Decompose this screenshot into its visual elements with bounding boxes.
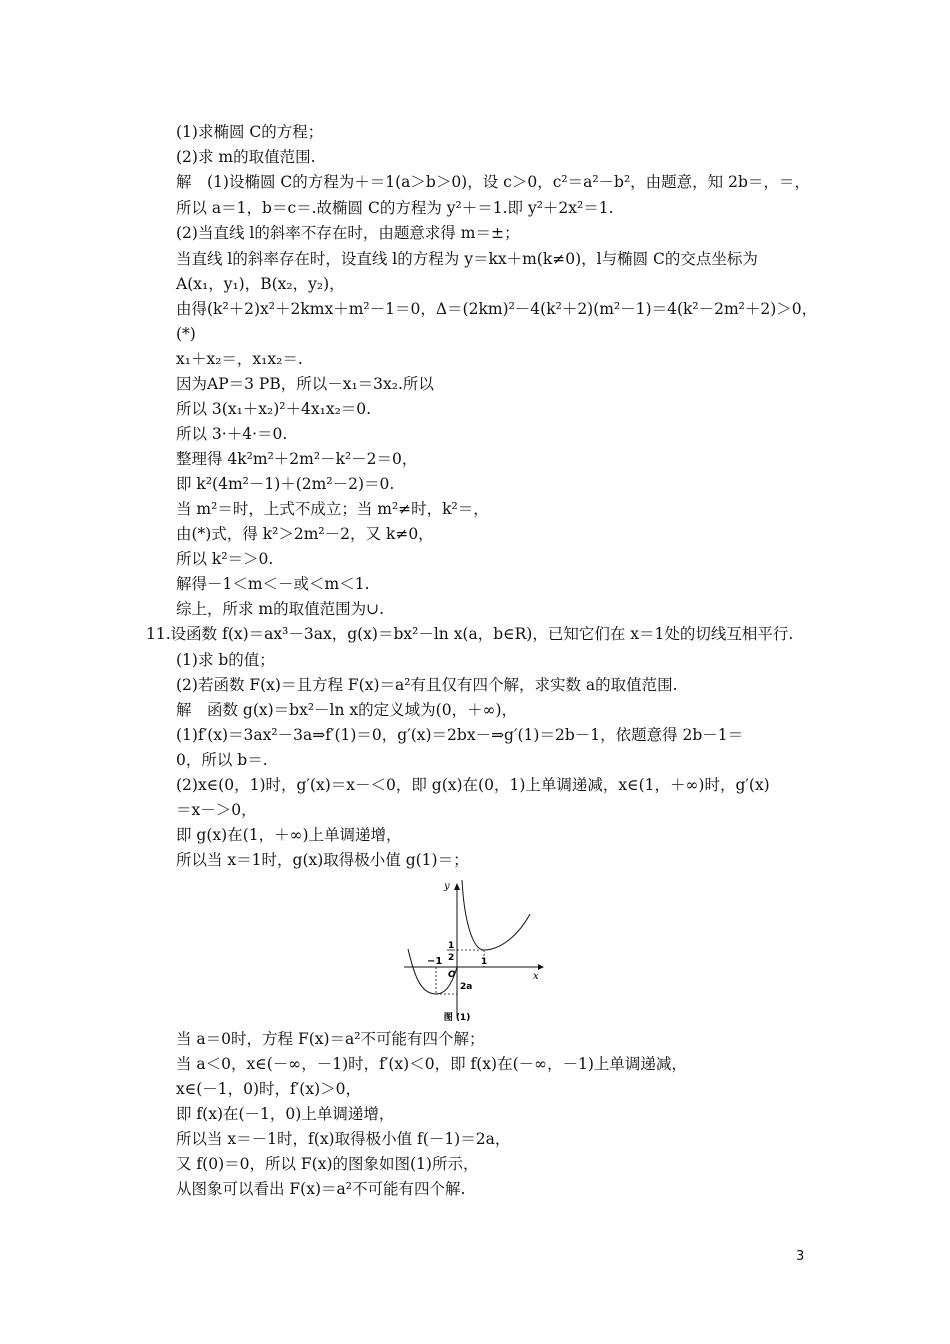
text-line: 综上，所求 m的取值范围为∪. [176,600,385,618]
function-graph [400,876,550,1024]
text-line: 当 m²＝时，上式不成立；当 m²≠时，k²＝， [176,500,489,518]
text-line: 所以 3·＋4·＝0. [176,425,288,443]
text-line: 即 k²(4m²－1)＋(2m²－2)＝0. [176,475,395,493]
text-line: 又 f(0)＝0，所以 F(x)的图象如图(1)所示， [176,1155,479,1173]
text-line: 解 函数 g(x)＝bx²－ln x的定义域为(0，＋∞)， [176,701,518,719]
text-line: ＝x－＞0， [176,801,257,819]
text-line: 所以 3(x₁＋x₂)²＋4x₁x₂＝0. [176,400,372,418]
text-line: 即 g(x)在(1，＋∞)上单调递增， [176,826,402,844]
text-line: 解得－1＜m＜－或＜m＜1. [176,575,370,593]
text-line: 0，所以 b＝. [176,751,268,769]
text-line: 当 a＜0，x∈(－∞，－1)时，f′(x)＜0，即 f(x)在(－∞，－1)上单调递减， [176,1055,687,1073]
text-line: (2)若函数 F(x)＝且方程 F(x)＝a²有且仅有四个解，求实数 a的取值范围. [176,676,678,694]
text-line: 所以 a＝1，b＝c＝.故椭圆 C的方程为 y²＋＝1.即 y²＋2x²＝1. [176,199,614,217]
tick-label-neg-one: −1 [427,956,443,967]
y-axis-label: y [444,881,450,892]
text-line: 从图象可以看出 F(x)＝a²不可能有四个解. [176,1180,466,1198]
page-number: 3 [796,1249,805,1264]
text-line: 所以 k²＝＞0. [176,550,274,568]
tick-label-2a: 2a [460,982,473,992]
x-axis-arrow [538,964,544,970]
text-line: 当 a＝0时，方程 F(x)＝a²不可能有四个解； [176,1030,485,1048]
text-line: (1)f′(x)＝3ax²－3a⇒f′(1)＝0，g′(x)＝2bx－⇒g′(1)＝2b－1，依题意得 2b－1＝ [176,726,744,744]
text-line: (2)求 m的取值范围. [176,148,316,166]
text-line: 整理得 4k²m²＋2m²－k²－2＝0， [176,450,418,468]
text-line: 所以当 x＝1时，g(x)取得极小值 g(1)＝； [176,851,469,869]
y-axis-arrow [454,883,460,890]
text-line: (*) [176,325,196,343]
text-line: (2)x∈(0，1)时，g′(x)＝x－＜0，即 g(x)在(0，1)上单调递减，x∈(1，＋∞)时，g′(x) [176,776,770,794]
origin-label: O [448,970,456,980]
text-line: 由(*)式，得 k²＞2m²－2，又 k≠0， [176,525,434,543]
text-line: 当直线 l的斜率存在时，设直线 l的方程为 y＝kx＋m(k≠0)，l与椭圆 C的交点坐标为 [176,250,758,268]
text-line: x∈(－1，0)时，f′(x)＞0， [176,1080,361,1098]
text-line: x₁＋x₂＝，x₁x₂＝. [176,350,303,368]
figure-caption: 图 (1) [443,1013,471,1023]
function-graph-figure [400,876,550,1024]
text-line: 因为AP＝3 PB，所以－x₁＝3x₂.所以 [176,375,434,393]
text-line: 所以当 x＝－1时，f(x)取得极小值 f(－1)＝2a， [176,1130,511,1148]
text-line: 解 (1)设椭圆 C的方程为＋＝1(a＞b＞0)，设 c＞0，c²＝a²－b²，由题意，知 2b＝，＝， [176,173,810,191]
g-curve [462,880,530,950]
tick-label-one: 1 [481,957,488,967]
x-axis-label: x [533,971,539,982]
tick-label-half-numerator: 1 [448,941,455,951]
text-line: 即 f(x)在(－1，0)上单调递增， [176,1105,395,1123]
text-line: A(x₁，y₁)，B(x₂，y₂)， [176,275,345,293]
tick-label-half-denominator: 2 [448,953,455,963]
text-line: (2)当直线 l的斜率不存在时，由题意求得 m＝±； [176,224,520,242]
question-11-stem: 11.设函数 f(x)＝ax³－3ax，g(x)＝bx²－ln x(a，b∈R)，已知它们在 x＝1处的切线互相平行. [146,625,794,643]
text-line: (1)求椭圆 C的方程； [176,123,324,141]
text-line: (1)求 b的值； [176,651,275,669]
text-line: 由得(k²＋2)x²＋2kmx＋m²－1＝0，Δ＝(2km)²－4(k²＋2)(m²－1)＝4(k²－2m²＋2)＞0， [176,300,818,318]
